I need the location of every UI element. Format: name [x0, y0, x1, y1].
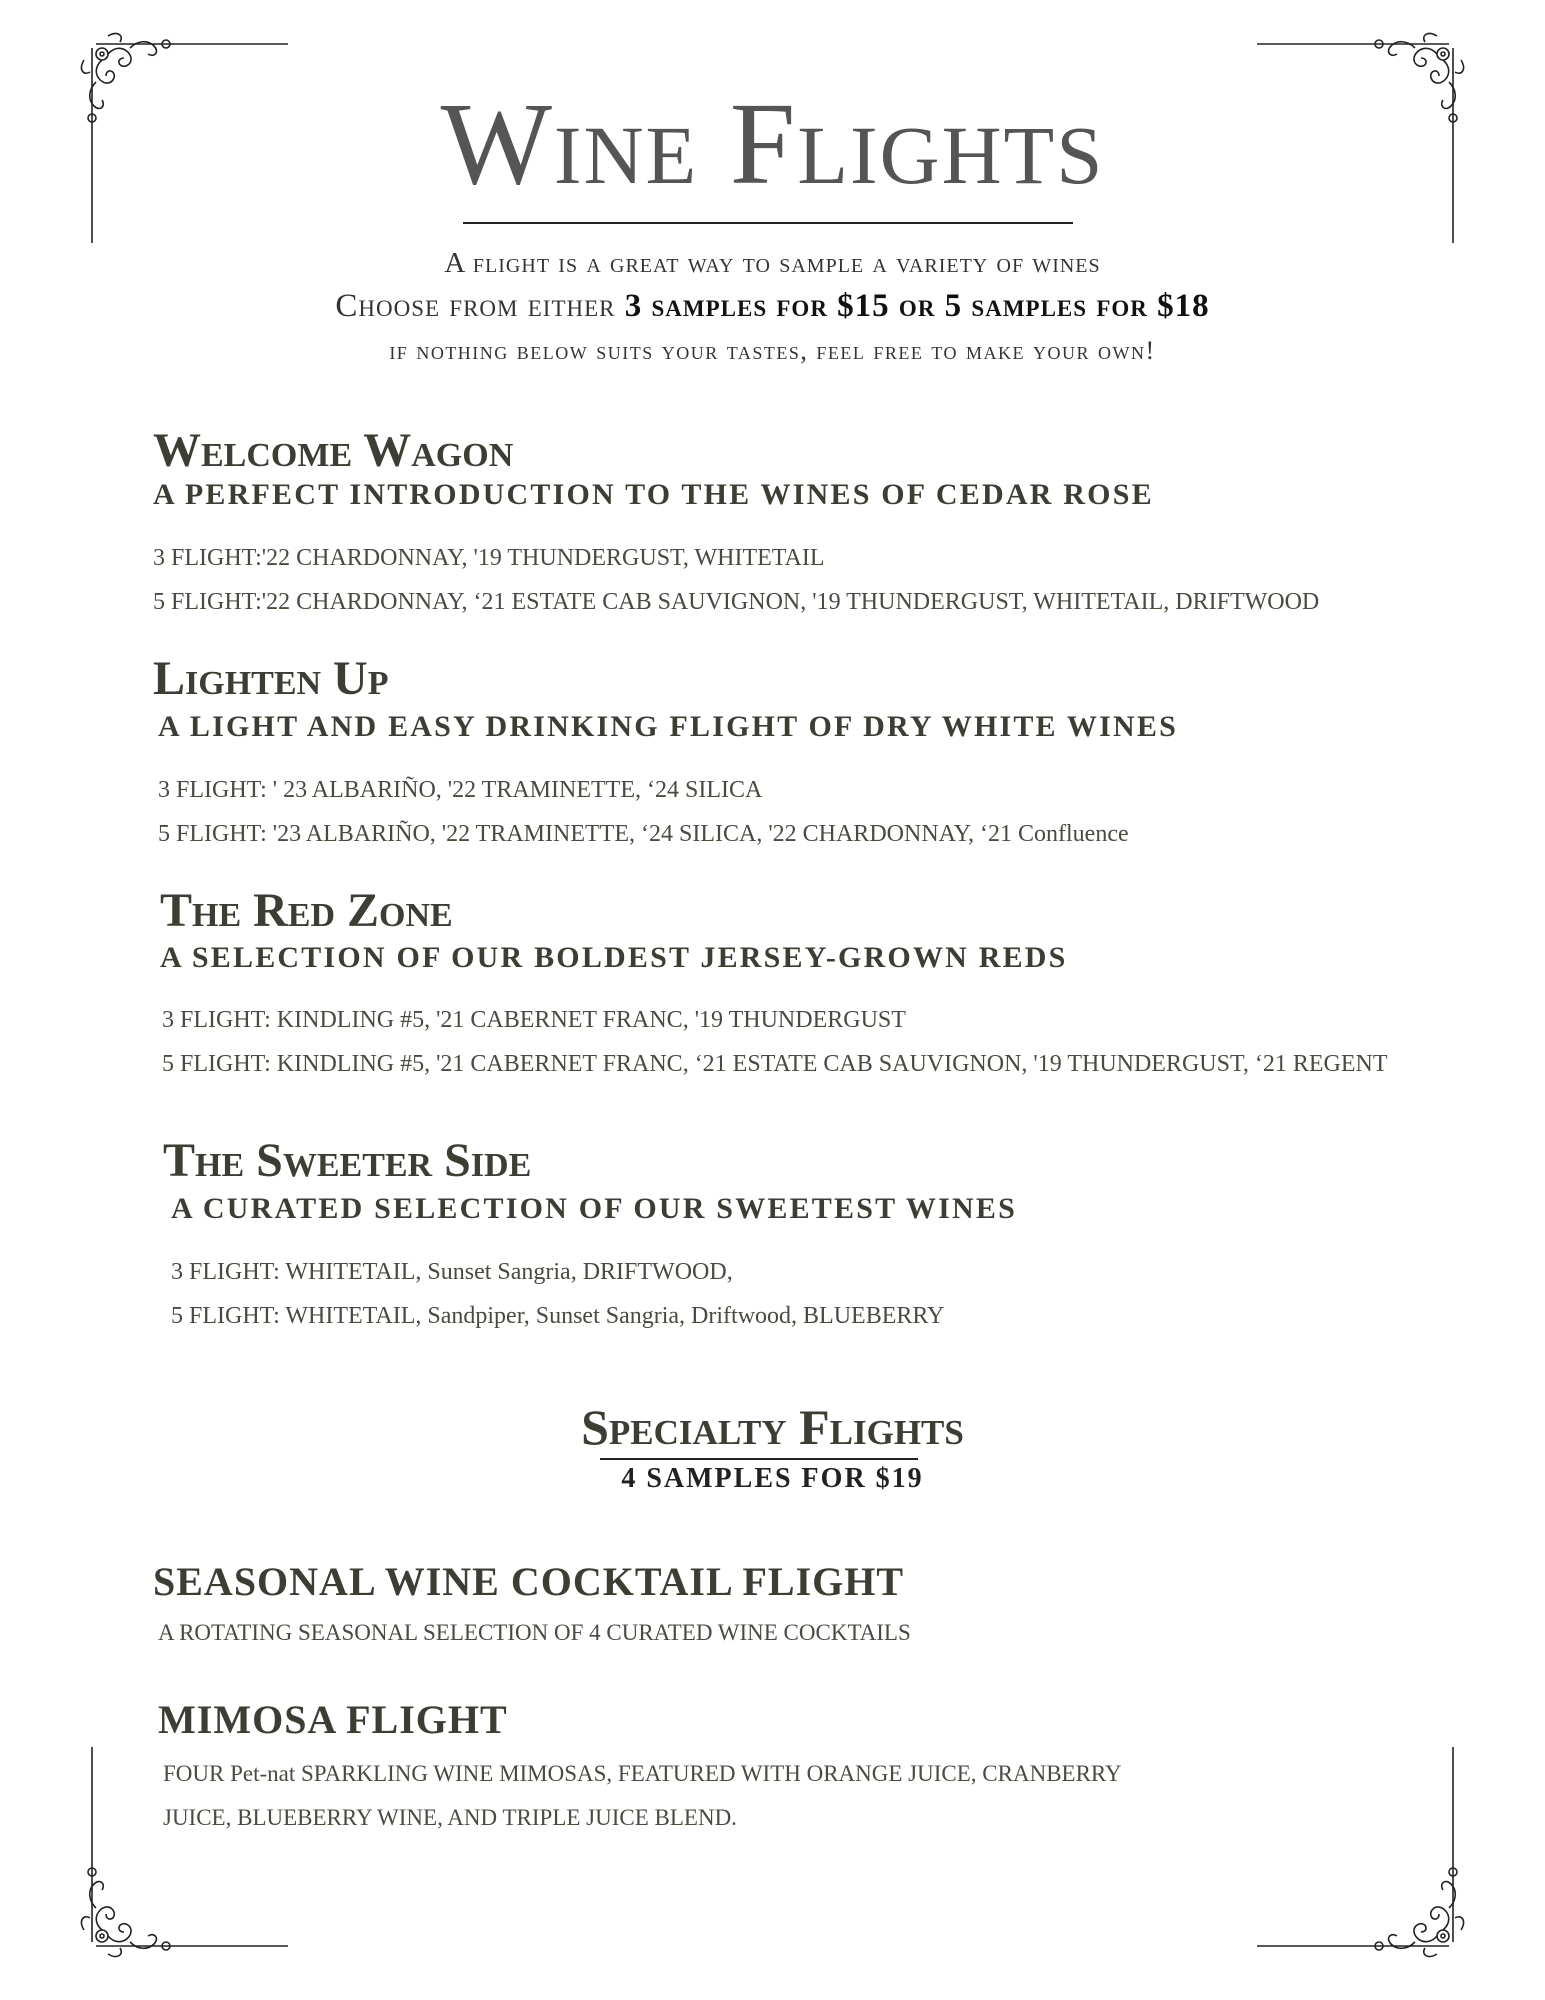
flight-five-list: 5 FLIGHT: KINDLING #5, '21 CABERNET FRANC, ‘21 ESTATE CAB SAUVIGNON, '19 THUNDERGUST, ‘21 REGENT [162, 1051, 1388, 1077]
flight-three-list: 3 FLIGHT:'22 CHARDONNAY, '19 THUNDERGUST, WHITETAIL [153, 545, 825, 571]
specialty-description: A ROTATING SEASONAL SELECTION OF 4 CURATED WINE COCKTAILS [158, 1620, 911, 1645]
specialty-pricing: 4 SAMPLES FOR $19 [621, 1463, 924, 1494]
specialty-divider [600, 1458, 918, 1460]
intro-pricing: 3 samples for $15 or 5 samples for $18 [624, 288, 1210, 324]
flight-name: The Sweeter Side [163, 1134, 532, 1187]
flight-tagline: A LIGHT AND EASY DRINKING FLIGHT OF DRY WHITE WINES [158, 710, 1178, 743]
flight-five-list: 5 FLIGHT: '23 ALBARIÑO, '22 TRAMINETTE, ‘24 SILICA, '22 CHARDONNAY, ‘21 Confluence [158, 821, 1129, 847]
flight-three-list: 3 FLIGHT: WHITETAIL, Sunset Sangria, DRIFTWOOD, [171, 1259, 733, 1285]
flight-five-list: 5 FLIGHT:'22 CHARDONNAY, ‘21 ESTATE CAB SAUVIGNON, '19 THUNDERGUST, WHITETAIL, DRIFTWOOD [153, 589, 1320, 615]
flight-name: Lighten Up [153, 652, 389, 705]
intro-line-2 [0, 288, 1545, 325]
page-title: Wine Flights [440, 78, 1105, 209]
flight-name: The Red Zone [160, 884, 453, 937]
intro-line-1: A flight is a great way to sample a variety of wines [444, 247, 1101, 279]
title-divider [463, 222, 1073, 224]
specialty-title: Specialty Flights [581, 1399, 964, 1455]
flight-tagline: A CURATED SELECTION OF OUR SWEETEST WINES [171, 1192, 1017, 1225]
specialty-description-line-2: JUICE, BLUEBERRY WINE, AND TRIPLE JUICE BLEND. [163, 1805, 737, 1830]
flight-three-list: 3 FLIGHT: KINDLING #5, '21 CABERNET FRANC, '19 THUNDERGUST [162, 1007, 906, 1033]
flight-name: Welcome Wagon [153, 424, 514, 477]
flourish-corner-icon [1255, 1745, 1467, 1960]
specialty-description-line-1: FOUR Pet-nat SPARKLING WINE MIMOSAS, FEATURED WITH ORANGE JUICE, CRANBERRY [163, 1761, 1122, 1786]
flight-five-list: 5 FLIGHT: WHITETAIL, Sandpiper, Sunset Sangria, Driftwood, BLUEBERRY [171, 1303, 945, 1329]
flight-tagline: A SELECTION OF OUR BOLDEST JERSEY-GROWN REDS [160, 941, 1068, 974]
specialty-name: SEASONAL WINE COCKTAIL FLIGHT [153, 1559, 905, 1604]
flight-tagline: A PERFECT INTRODUCTION TO THE WINES OF CEDAR ROSE [153, 478, 1154, 511]
intro-line-2-prefix: Choose from either [335, 288, 625, 324]
flight-three-list: 3 FLIGHT: ' 23 ALBARIÑO, '22 TRAMINETTE, ‘24 SILICA [158, 777, 763, 803]
intro-line-3: if nothing below suits your tastes, feel free to make your own! [389, 336, 1156, 365]
specialty-name: MIMOSA FLIGHT [158, 1697, 508, 1742]
